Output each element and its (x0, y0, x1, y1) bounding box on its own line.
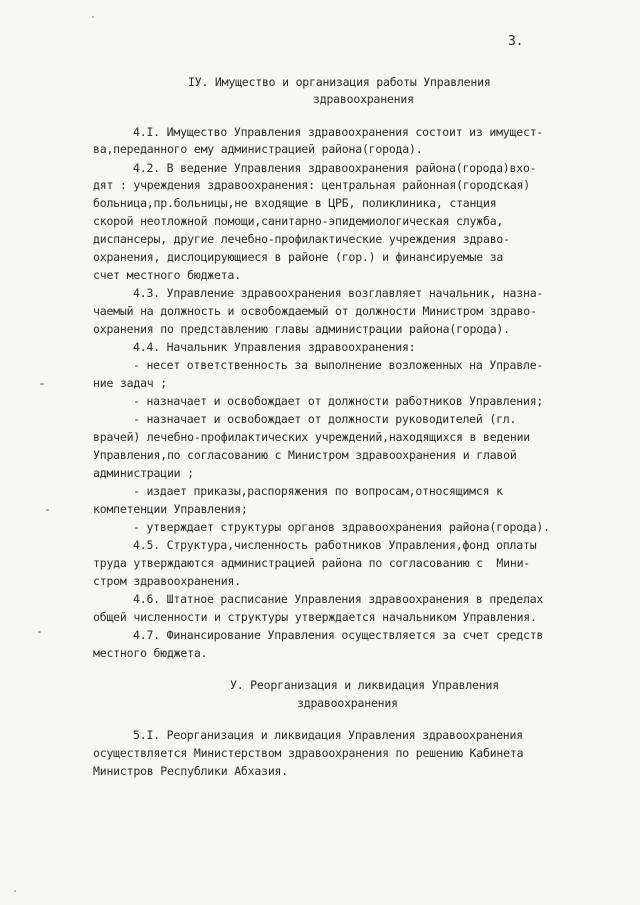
paragraph-4-4-line: врачей) лечебно-профилактических учреждений,находящихся в ведении (93, 430, 531, 444)
page-number: 3. (508, 34, 524, 49)
section-5-title-line-2: здравоохранения (297, 696, 398, 710)
paragraph-4-4-line: - утверждает структуры органов здравоохранения района(города). (133, 520, 550, 534)
paragraph-4-6-line: 4.6. Штатное расписание Управления здравоохранения в пределах (133, 592, 544, 606)
paragraph-4-4-line: - назначает и освобождает от должности работников Управления; (133, 394, 544, 408)
paragraph-4-7-line: 4.7. Финансирование Управления осуществляется за счет средств (133, 628, 544, 642)
scan-speck (14, 890, 16, 892)
paragraph-4-4-line: 4.4. Начальник Управления здравоохранения: (133, 340, 416, 354)
paragraph-4-4-line: - несет ответственность за выполнение возложенных на Управле- (133, 358, 544, 372)
paragraph-4-4-line: Управления,по согласованию с Министром здравоохранения и главой (93, 448, 517, 462)
paragraph-4-4-line: администрации ; (93, 466, 194, 480)
scan-speck (40, 383, 44, 385)
paragraph-4-2-line: диспансеры, другие лечебно-профилактические учреждения здраво- (93, 232, 510, 246)
paragraph-4-7-line: местного бюджета. (93, 646, 208, 660)
paragraph-4-2-line: больница,пр.больницы,не входящие в ЦРБ, поликлиника, станция (93, 196, 497, 210)
paragraph-4-2-line: счет местного бюджета. (93, 268, 241, 282)
paragraph-4-2-line: скорой неотложной помощи,санитарно-эпидемиологическая служба, (93, 214, 504, 228)
paragraph-4-4-line: - издает приказы,распоряжения по вопросам,относящимся к (133, 484, 503, 498)
paragraph-4-4-line: компетенции Управления; (93, 502, 248, 516)
paragraph-4-1-line: 4.I. Имущество Управления здравоохранения состоит из имущест- (133, 125, 544, 139)
section-5-title-line-1: У. Реорганизация и ликвидация Управления (230, 678, 499, 692)
paragraph-4-4-line: ние задач ; (93, 376, 167, 390)
paragraph-5-1-line: 5.I. Реорганизация и ликвидация Управления здравоохранения (133, 728, 523, 742)
paragraph-4-5-line: стром здравоохранения. (93, 574, 241, 588)
section-4-title-line-2: здравоохранения (313, 92, 414, 106)
paragraph-4-3-line: охранения по представлению главы администрации района(города). (93, 322, 510, 336)
paragraph-4-1-line: ва,переданного ему администрацией района(города). (93, 142, 423, 156)
scan-speck (46, 509, 49, 511)
paragraph-4-2-line: дят : учреждения здравоохранения: центральная районная(городская) (93, 178, 531, 192)
paragraph-5-1-line: Министров Республики Абхазия. (93, 764, 288, 778)
paragraph-4-5-line: труда утверждаются администрацией района по согласованию с Мини- (93, 556, 531, 570)
paragraph-4-4-line: - назначает и освобождает от должности руководителей (гл. (133, 412, 517, 426)
paragraph-4-3-line: 4.3. Управление здравоохранения возглавляет начальник, назна- (133, 286, 544, 300)
paragraph-4-3-line: чаемый на должность и освобождаемый от должности Министром здраво- (93, 304, 537, 318)
scan-speck (92, 16, 94, 18)
paragraph-5-1-line: осуществляется Министерством здравоохранения по решению Кабинета (93, 746, 524, 760)
scan-speck (38, 631, 41, 633)
paragraph-4-2-line: охранения, дислоцирующиеся в районе (гор.) и финансируемые за (93, 250, 504, 264)
section-4-title-line-1: IУ. Имущество и организация работы Управления (188, 75, 491, 89)
paragraph-4-5-line: 4.5. Структура,численность работников Управления,фонд оплаты (133, 538, 537, 552)
paragraph-4-6-line: общей численности и структуры утверждается начальником Управления. (93, 610, 537, 624)
paragraph-4-2-line: 4.2. В ведение Управления здравоохранения района(города)вхо- (133, 161, 537, 175)
